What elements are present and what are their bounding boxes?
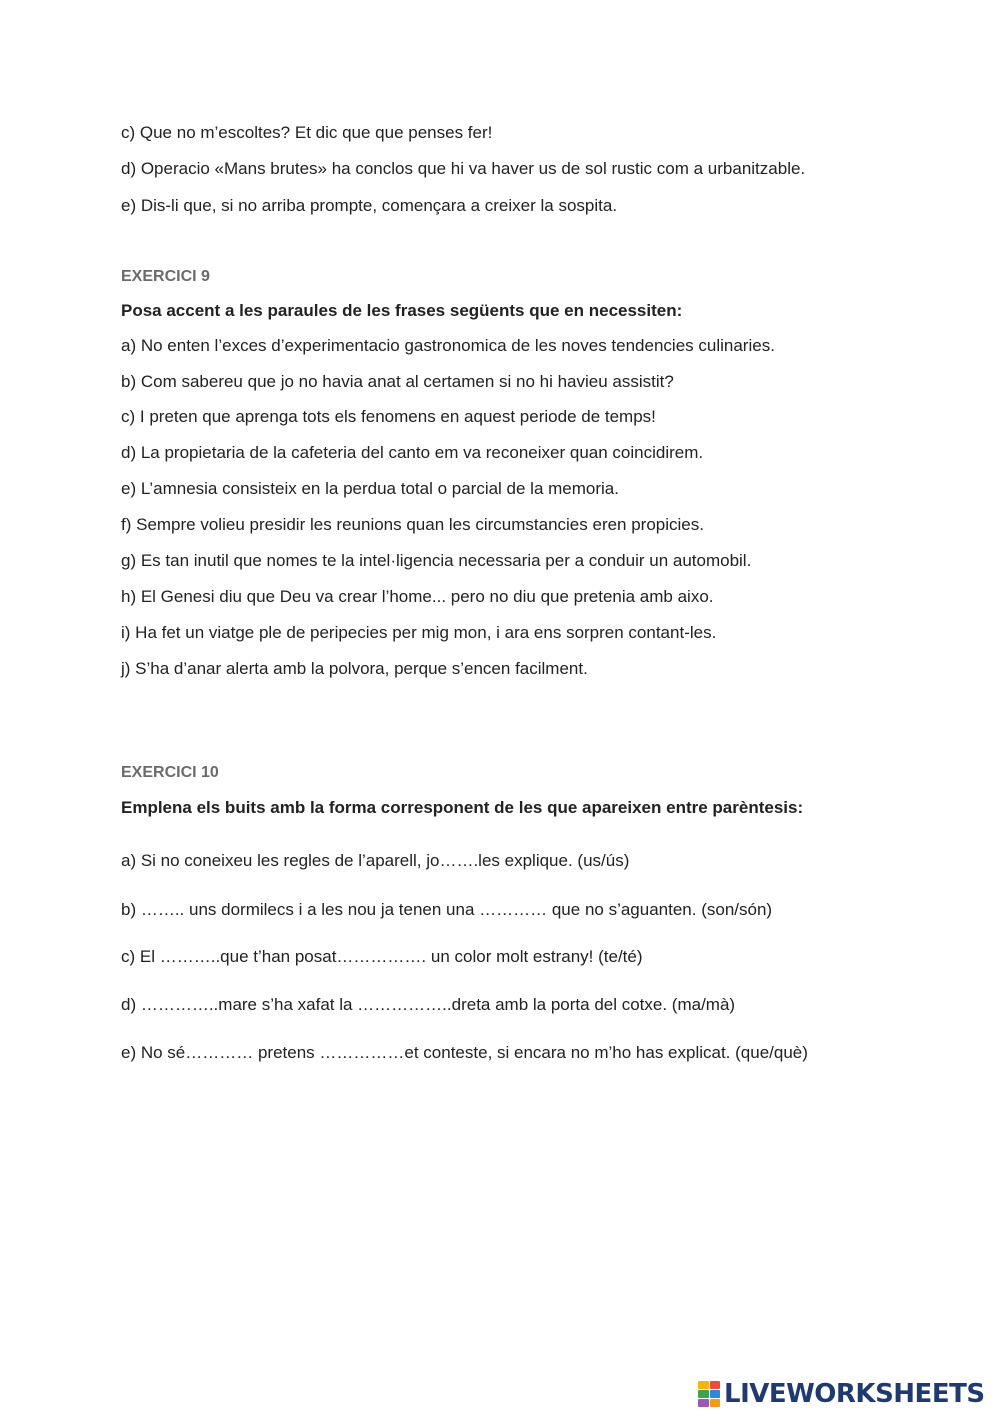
logo-square: [710, 1381, 721, 1389]
exercise-9-item-j: j) S’ha d’anar alerta amb la polvora, perque s’encen facilment.: [121, 659, 588, 678]
exercise-9-item-e: e) L’amnesia consisteix en la perdua total o parcial de la memoria.: [121, 479, 619, 498]
exercise-10-title: EXERCICI 10: [121, 764, 219, 781]
logo-square: [698, 1390, 709, 1398]
exercise-9-item-d: d) La propietaria de la cafeteria del canto em va reconeixer quan coincidirem.: [121, 443, 704, 462]
logo-square: [710, 1390, 721, 1398]
logo-square: [698, 1381, 709, 1389]
exercise-10-item-a: a) Si no coneixeu les regles de l’aparell, jo…….les explique. (us/ús): [121, 851, 630, 870]
exercise-9-item-f: f) Sempre volieu presidir les reunions quan les circumstancies eren propicies.: [121, 515, 704, 534]
exercise-9-item-i: i) Ha fet un viatge ple de peripecies per mig mon, i ara ens sorpren contant-les.: [121, 623, 717, 642]
exercise-9-item-b: b) Com sabereu que jo no havia anat al certamen si no hi havieu assistit?: [121, 372, 674, 391]
exercise-9-item-c: c) I preten que aprenga tots els fenomens en aquest periode de temps!: [121, 407, 656, 426]
exercise-9-item-a: a) No enten l’exces d’experimentacio gastronomica de les noves tendencies culinaries.: [121, 336, 775, 355]
sentence-d: d) Operacio «Mans brutes» ha conclos que hi va haver us de sol rustic com a urbanitzable.: [121, 159, 806, 178]
exercise-10-item-e: e) No sé………… pretens ……………et conteste, si encara no m’ho has explicat. (que/què): [121, 1043, 808, 1062]
exercise-10-item-b: b) …….. uns dormilecs i a les nou ja tenen una ………… que no s’aguanten. (son/són): [121, 900, 773, 919]
exercise-10-item-d: d) …………..mare s’ha xafat la ……………..dreta amb la porta del cotxe. (ma/mà): [121, 995, 736, 1014]
exercise-10-instruction: Emplena els buits amb la forma corresponent de les que apareixen entre parèntesis:: [121, 798, 804, 817]
liveworksheets-brand: [698, 1378, 985, 1410]
exercise-9-item-g: g) Es tan inutil que nomes te la intel·ligencia necessaria per a conduir un automobil.: [121, 551, 752, 570]
logo-square: [698, 1399, 709, 1407]
exercise-9-item-h: h) El Genesi diu que Deu va crear l’home... pero no diu que pretenia amb aixo.: [121, 587, 714, 606]
liveworksheets-logo-icon: [698, 1381, 720, 1407]
brand-wordmark: LIVEWORKSHEETS: [724, 1379, 985, 1409]
sentence-e: e) Dis-li que, si no arriba prompte, començara a creixer la sospita.: [121, 196, 618, 215]
exercise-10-item-c: c) El ………..que t’han posat……………. un color molt estrany! (te/té): [121, 947, 643, 966]
sentence-c: c) Que no m’escoltes? Et dic que que penses fer!: [121, 123, 493, 142]
exercise-9-title: EXERCICI 9: [121, 268, 210, 285]
logo-square: [710, 1399, 721, 1407]
exercise-9-instruction: Posa accent a les paraules de les frases següents que en necessiten:: [121, 301, 683, 320]
